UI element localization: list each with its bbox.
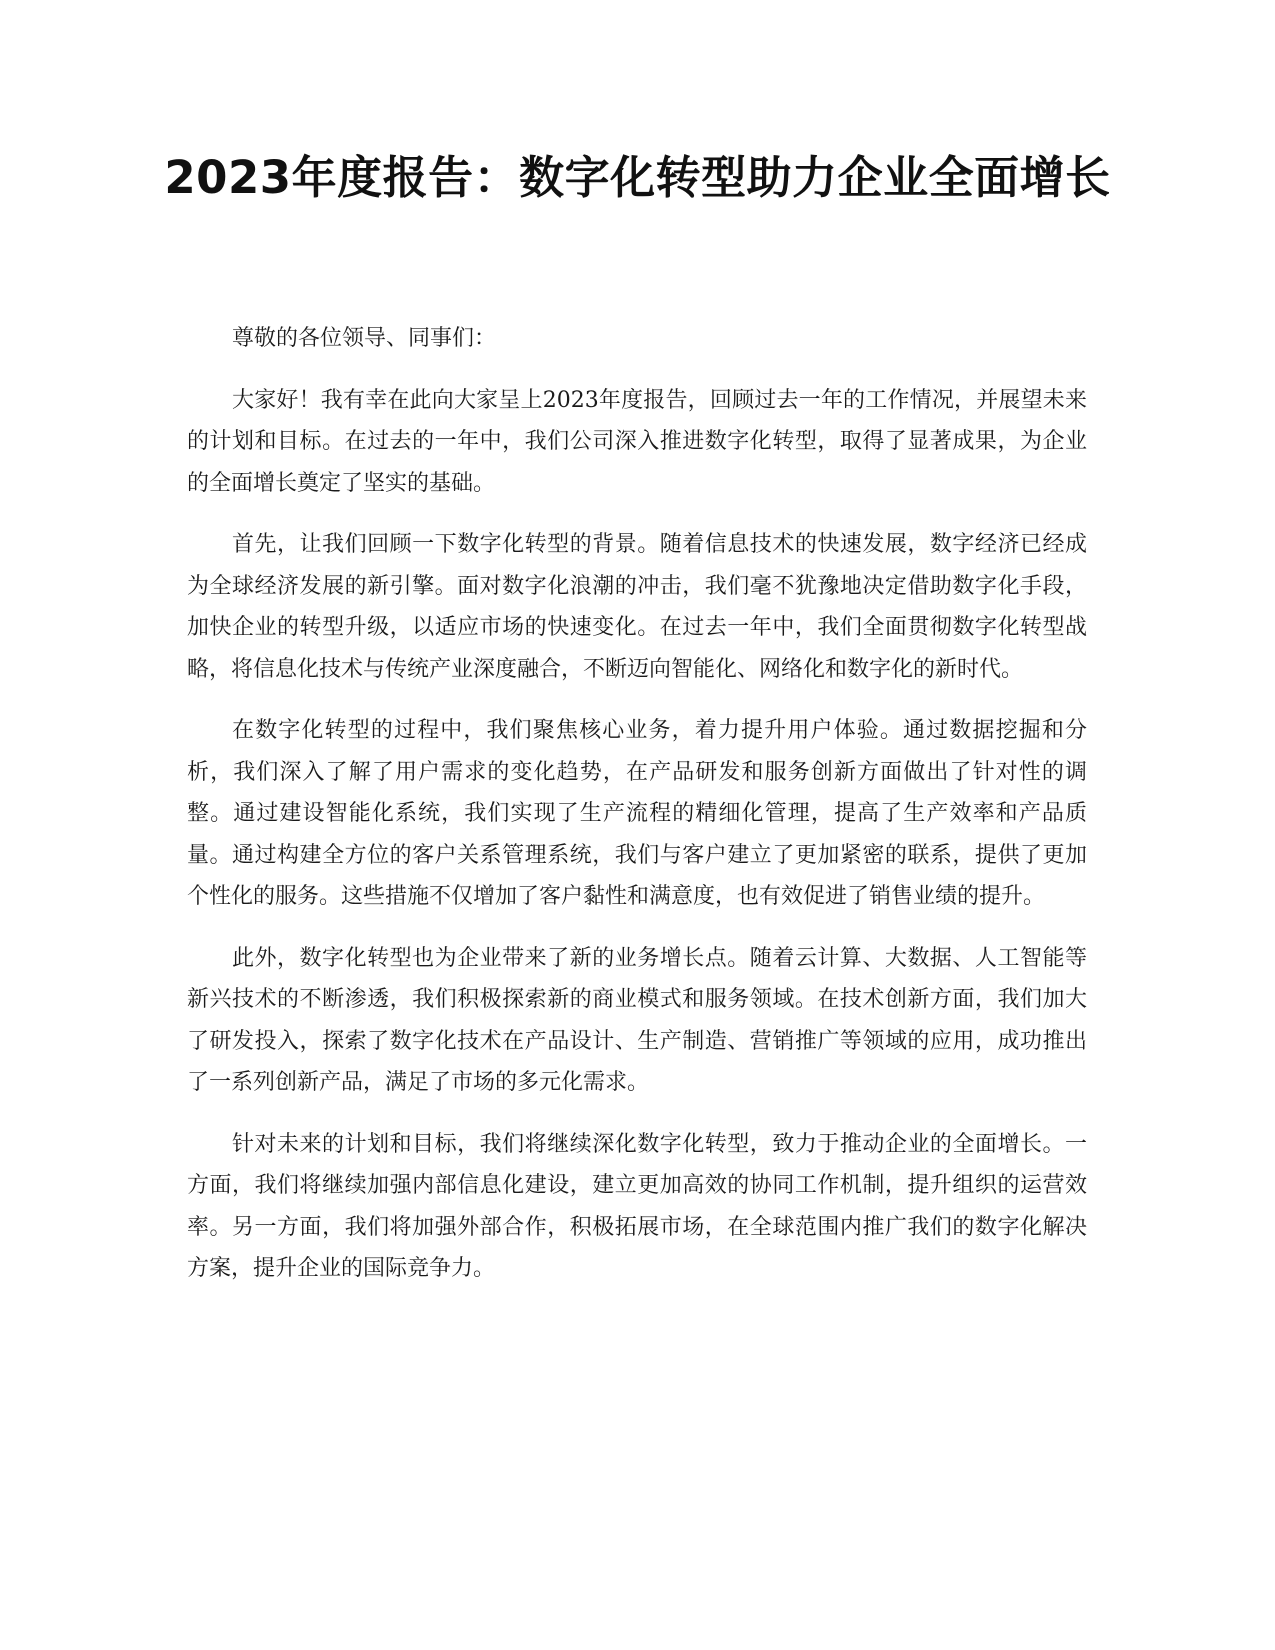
paragraph-core-business: 在数字化转型的过程中，我们聚焦核心业务，着力提升用户体验。通过数据挖掘和分析，我们深入了解了用户需求的变化趋势，在产品研发和服务创新方面做出了针对性的调整。通过建设智能化系统，我们实现了生产流程的精细化管理，提高了生产效率和产品质量。通过构建全方位的客户关系管理系统，我们与客户建立了更加紧密的联系，提供了更加个性化的服务。这些措施不仅增加了客户黏性和满意度，也有效促进了销售业绩的提升。 [187,718,1087,909]
paragraph-introduction: 大家好！我有幸在此向大家呈上2023年度报告，回顾过去一年的工作情况，并展望未来的计划和目标。在过去的一年中，我们公司深入推进数字化转型，取得了显著成果，为企业的全面增长奠定了坚实的基础。 [187,387,1087,496]
paragraph-background: 首先，让我们回顾一下数字化转型的背景。随着信息技术的快速发展，数字经济已经成为全球经济发展的新引擎。面对数字化浪潮的冲击，我们毫不犹豫地决定借助数字化手段，加快企业的转型升级，以适应市场的快速变化。在过去一年中，我们全面贯彻数字化转型战略，将信息化技术与传统产业深度融合，不断迈向智能化、网络化和数字化的新时代。 [187,532,1087,682]
paragraph-growth-points: 此外，数字化转型也为企业带来了新的业务增长点。随着云计算、大数据、人工智能等新兴技术的不断渗透，我们积极探索新的商业模式和服务领域。在技术创新方面，我们加大了研发投入，探索了数字化技术在产品设计、生产制造、营销推广等领域的应用，成功推出了一系列创新产品，满足了市场的多元化需求。 [187,945,1087,1095]
document-body [187,318,1087,1310]
paragraph-salutation: 尊敬的各位领导、同事们： [232,326,497,351]
paragraph-future-plans: 针对未来的计划和目标，我们将继续深化数字化转型，致力于推动企业的全面增长。一方面，我们将继续加强内部信息化建设，建立更加高效的协同工作机制，提升组织的运营效率。另一方面，我们将加强外部合作，积极拓展市场，在全球范围内推广我们的数字化解决方案，提升企业的国际竞争力。 [187,1131,1087,1281]
document-title: 2023年度报告：数字化转型助力企业全面增长 [164,151,1111,204]
